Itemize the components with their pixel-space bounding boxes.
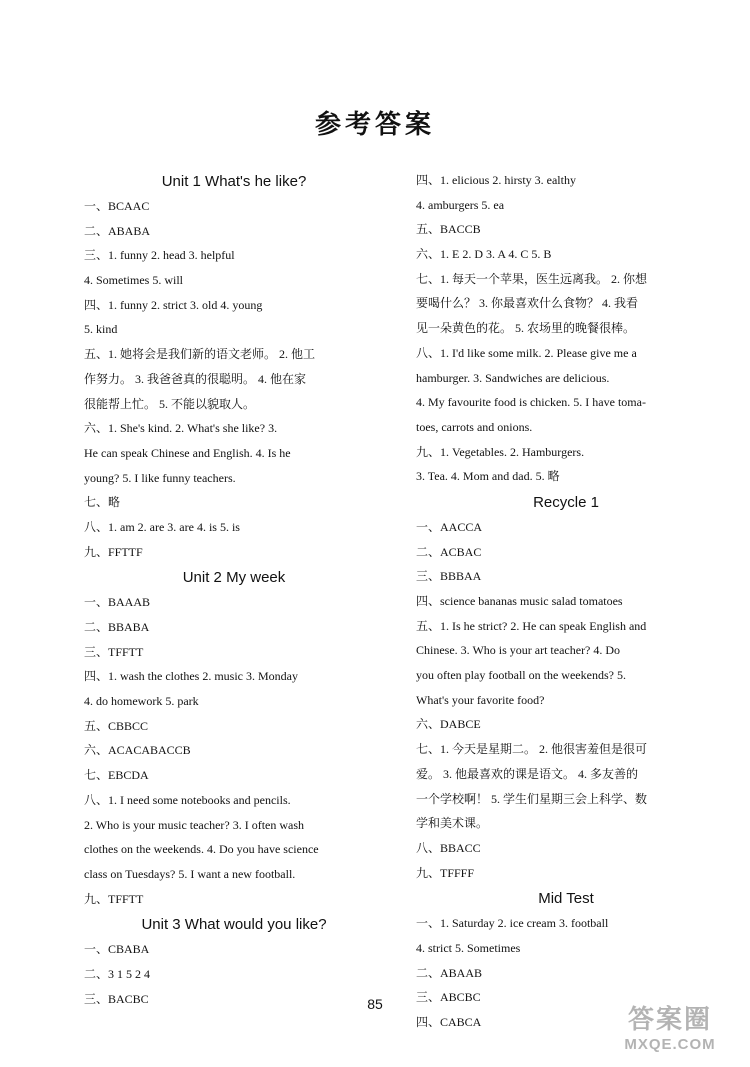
right-answer-column [416, 168, 716, 1035]
answer-line: 一、CBABA [84, 942, 150, 957]
answer-line: 八、1. I'd like some milk. 2. Please give me a [416, 345, 637, 360]
watermark-top-text: 答案圈 [627, 1004, 712, 1034]
answer-line: 二、ABABA [84, 223, 151, 238]
answer-line: 四、1. funny 2. strict 3. old 4. young [84, 297, 263, 312]
answer-line: 学和美术课。 [416, 816, 489, 831]
answer-line: 二、BBABA [84, 620, 150, 634]
answer-line: 五、1. 她将会是我们新的语文老师。 2. 他工 [84, 347, 316, 362]
answer-line: 六、ACACABACCB [84, 743, 191, 758]
answer-line: 很能帮上忙。 5. 不能以貌取人。 [84, 396, 256, 411]
answer-line: 四、1. elicious 2. hirsty 3. ealthy [416, 173, 576, 187]
answer-line: 二、ACBAC [416, 544, 482, 559]
answer-line: 七、1. 今天是星期二。 2. 他很害羞但是很可 [416, 742, 648, 757]
answer-line: 爱。 3. 他最喜欢的课是语文。 4. 多友善的 [416, 766, 639, 781]
answer-line: 五、1. Is he strict? 2. He can speak English and [416, 618, 647, 633]
answer-line: young? 5. I like funny teachers. [84, 470, 236, 485]
answer-line: 九、TFFFF [416, 865, 475, 880]
answer-line: 2. Who is your music teacher? 3. I often wash [84, 817, 305, 832]
answer-line: 一、1. Saturday 2. ice cream 3. football [416, 916, 609, 931]
answer-line: 见一朵黄色的花。 5. 农场里的晚餐很棒。 [416, 321, 636, 336]
answer-line: 八、1. I need some notebooks and pencils. [84, 792, 291, 807]
answer-line: 四、1. wash the clothes 2. music 3. Monday [84, 669, 298, 684]
answer-line: 八、BBACC [416, 840, 481, 855]
answer-line: 4. do homework 5. park [84, 694, 199, 709]
answer-line: 五、BACCB [416, 222, 481, 237]
answer-line: 3. Tea. 4. Mom and dad. 5. 略 [416, 469, 560, 484]
answer-line: 五、CBBCC [84, 718, 149, 733]
answer-line: 四、science bananas music salad tomatoes [416, 594, 623, 608]
watermark-logo [600, 999, 740, 1053]
watermark-bottom-text: MXQE.COM [624, 1036, 716, 1053]
answer-line: toes, carrots and onions. [416, 419, 533, 434]
section-heading: Recycle 1 [533, 493, 599, 511]
section-heading: Unit 1 What's he like? [161, 173, 307, 190]
answer-line: class on Tuesdays? 5. I want a new football. [84, 866, 296, 881]
answer-line: 四、CABCA [416, 1015, 482, 1029]
answer-line: 九、FFTTF [84, 544, 143, 559]
answer-line: 要喝什么？ 3. 你最喜欢什么食物？ 4. 我看 [416, 296, 639, 311]
answer-line: 一个学校啊！ 5. 学生们星期三会上科学、数 [416, 791, 648, 806]
answer-line: 七、略 [84, 495, 121, 510]
section-heading: Unit 3 What would you like? [141, 916, 327, 934]
answer-line: 二、3 1 5 2 4 [84, 966, 151, 981]
answer-line: 一、BCAAC [84, 199, 150, 213]
answer-line: 三、BACBC [84, 991, 149, 1006]
answer-line: He can speak Chinese and English. 4. Is he [84, 445, 291, 460]
page-number: 85 [367, 996, 383, 1012]
answer-line: 六、1. E 2. D 3. A 4. C 5. B [416, 247, 552, 262]
answer-line: 八、1. am 2. are 3. are 4. is 5. is [84, 519, 240, 534]
answer-line: 二、ABAAB [416, 965, 483, 980]
answer-line: 4. Sometimes 5. will [84, 273, 183, 288]
answer-line: clothes on the weekends. 4. Do you have science [84, 842, 319, 857]
answer-line: 七、1. 每天一个苹果，医生远离我。 2. 你想 [416, 271, 648, 286]
answer-line: 三、BBBAA [416, 569, 482, 584]
answer-line: 九、TFFTT [84, 891, 144, 906]
answer-line: 4. My favourite food is chicken. 5. I have toma- [416, 395, 646, 410]
answer-line: 一、AACCA [416, 519, 483, 534]
answer-line: 六、1. She's kind. 2. What's she like? 3. [84, 421, 278, 436]
answer-line: What's your favorite food? [416, 692, 545, 707]
answer-line: 4. amburgers 5. ea [416, 197, 505, 212]
answer-line: 九、1. Vegetables. 2. Hamburgers. [416, 444, 585, 459]
answer-line: 三、ABCBC [416, 990, 481, 1005]
left-answer-column [84, 168, 384, 1011]
answer-line: 七、EBCDA [84, 768, 149, 783]
answer-line: 三、TFFTT [84, 644, 144, 659]
answer-line: you often play football on the weekends? 5. [416, 668, 626, 683]
answer-line: 一、BAAAB [84, 595, 151, 610]
answer-line: 作努力。 3. 我爸爸真的很聪明。 4. 他在家 [84, 371, 307, 386]
answer-line: 三、1. funny 2. head 3. helpful [84, 248, 235, 263]
page-title: 参考答案 [314, 110, 435, 140]
section-heading: Mid Test [538, 890, 594, 908]
answer-line: 六、DABCE [416, 717, 481, 732]
section-heading: Unit 2 My week [182, 569, 286, 587]
answer-line: 5. kind [84, 322, 118, 337]
answer-line: Chinese. 3. Who is your art teacher? 4. Do [416, 643, 621, 658]
answer-line: hamburger. 3. Sandwiches are delicious. [416, 370, 610, 385]
answer-line: 4. strict 5. Sometimes [416, 940, 521, 955]
